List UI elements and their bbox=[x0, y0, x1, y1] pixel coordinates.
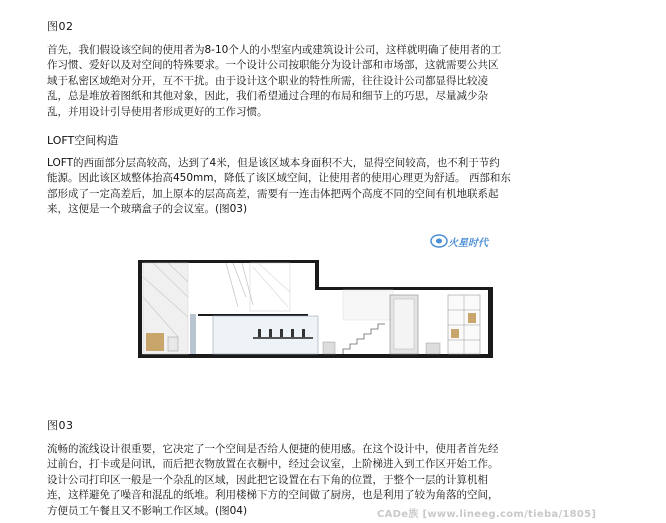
section-elevation-drawing bbox=[138, 257, 493, 362]
section-heading-loft: LOFT空间构造 bbox=[47, 134, 119, 147]
paragraph-intro: 首先，我们假设该空间的使用者为8-10个人的小型室内或建筑设计公司，这样就明确了使用者的工 作习惯、爱好以及对空间的特殊要求。一个设计公司按职能分为设计部和市场部，这就需要公共区 域于私密区域绝对分开，互不干扰。由于设计这个职业的特性所需，往往设计公司都显得比较凌 乱，总是堆放着图纸和其他对象，因此，我们希望通过合理的布局和细节上的巧思，尽量减少杂 乱，并用设计引导使用者形成更好的工作习惯。 bbox=[47, 44, 502, 118]
figure-03-label: 图03 bbox=[47, 419, 74, 432]
figure-02-label: 图02 bbox=[47, 20, 74, 33]
paragraph-circulation: 流畅的流线设计很重要，它决定了一个空间是否给人便捷的使用感。在这个设计中，使用者首先经 过前台，打卡或是问讯，而后把衣物放置在衣橱中，经过会议室，上阶梯进入到工作区开始工作。 设计公司打印区一般是一个杂乱的区域，因此把它设置在右下角的位置，于整个一层的计算机相 连，这样避免了噪音和混乱的纸堆。利用楼梯下方的空间做了厨房，也是利用了较为角落的空间， 方便员工午餐且又不影响工作区域。(图04) bbox=[47, 443, 499, 517]
watermark-text: CADe族 [www.lineeg.com/tieba/1805] bbox=[377, 509, 597, 520]
logo-text: 火星时代 bbox=[448, 238, 488, 249]
paragraph-loft: LOFT的西面部分层高较高，达到了4米，但是该区域本身面积不大，显得空间较高，也不利于节约 能源。因此该区域整体抬高450mm，降低了该区域空间，让使用者的使用心理更为舒适。 西部和东 部形成了一定高差后，加上原本的层高高差，需要有一连击体把两个高度不同的空间有机地联系起 来，这便是一个玻璃盒子的会议室。(图03) bbox=[47, 157, 511, 216]
